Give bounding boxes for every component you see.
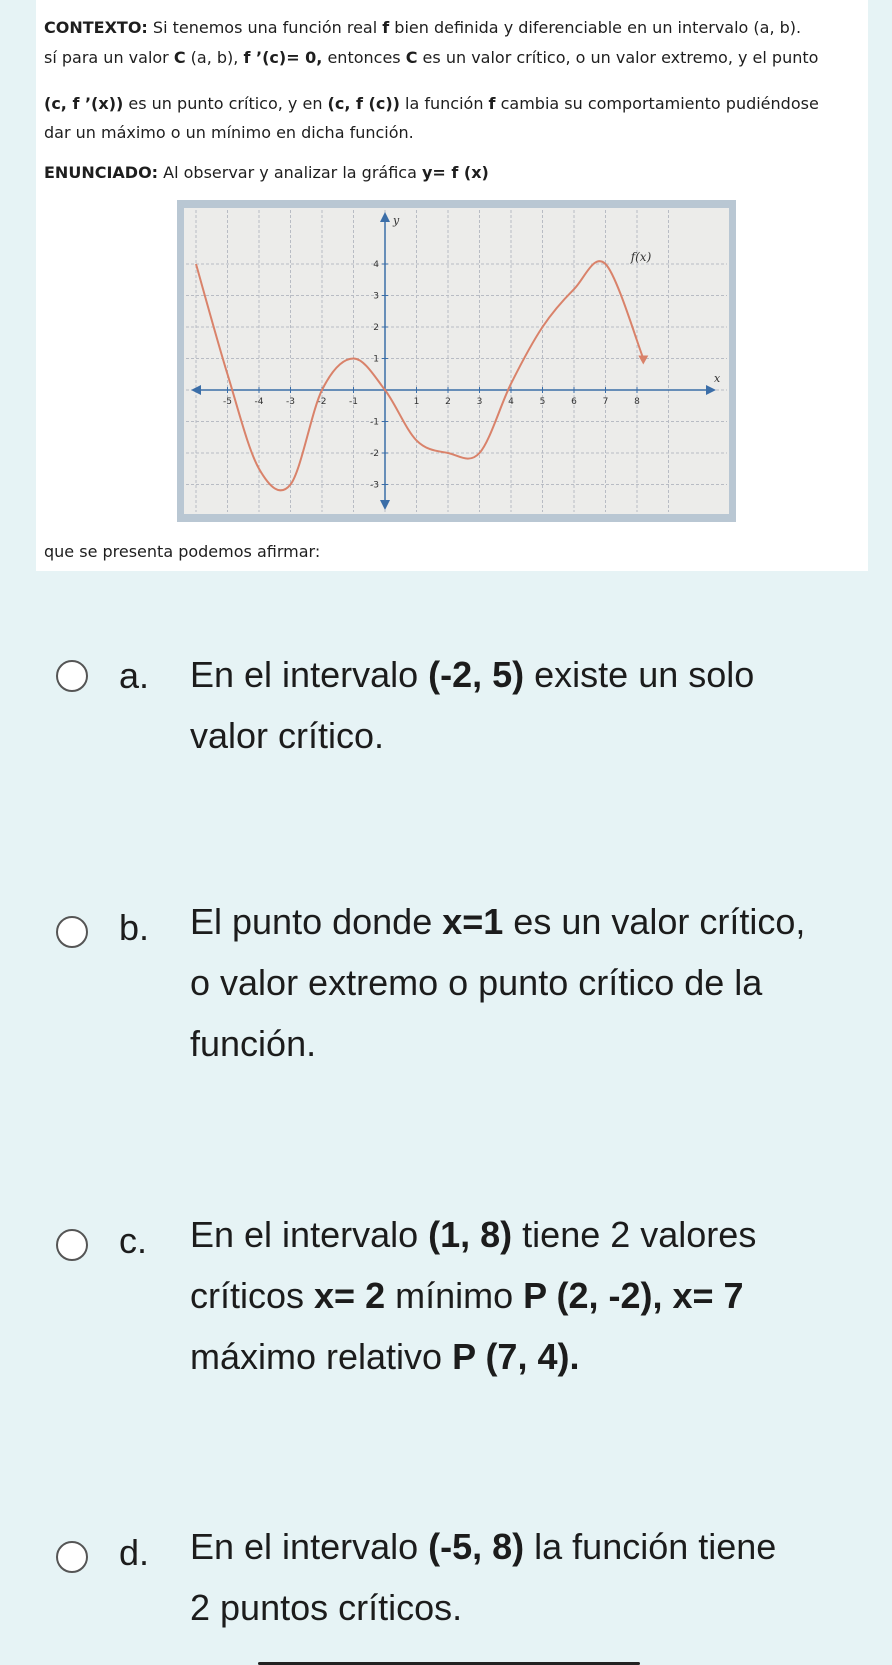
- option-line: [190, 1204, 880, 1265]
- x-tick-label: 1: [413, 397, 420, 407]
- point-notation: (c, f (c)): [327, 94, 400, 113]
- option-bold-text: P (7, 4).: [452, 1336, 580, 1377]
- statement-line: [44, 163, 489, 183]
- option-plain-text: El punto donde: [190, 901, 443, 942]
- option-line: [190, 891, 880, 952]
- y-tick-label: 2: [373, 323, 379, 333]
- option-bold-text: x=1: [442, 901, 504, 942]
- context-text: sí para un valor: [44, 48, 174, 67]
- radio-button[interactable]: [56, 1229, 88, 1261]
- context-text: (a, b),: [185, 48, 244, 67]
- y-tick-label: 1: [373, 354, 379, 365]
- option-plain-text: En el intervalo: [190, 1214, 429, 1255]
- equation: y= f (x): [421, 163, 489, 182]
- context-text: entonces: [322, 48, 406, 67]
- option-letter: d.: [119, 1532, 150, 1573]
- graph-svg: [177, 200, 736, 522]
- context-line-4: dar un máximo o un mínimo en dicha función.: [44, 123, 414, 142]
- context-text: cambia su comportamiento pudiéndose: [495, 94, 819, 113]
- function-graph: [177, 200, 736, 522]
- context-text: es un punto crítico, y en: [123, 94, 328, 113]
- function-symbol: f: [382, 18, 390, 37]
- option-bold-text: P (2, -2), x= 7: [523, 1275, 744, 1316]
- curve-label: f(x): [630, 249, 652, 264]
- option-bold-text: (-5, 8): [428, 1526, 525, 1567]
- x-tick-label: 8: [634, 397, 640, 407]
- radio-button[interactable]: [56, 916, 88, 948]
- context-label: CONTEXTO:: [44, 18, 148, 37]
- x-tick-label: 5: [539, 397, 546, 407]
- x-tick-label: -3: [286, 397, 295, 407]
- option-plain-text: críticos: [190, 1275, 315, 1316]
- c-symbol: C: [173, 48, 186, 67]
- option-plain-text: En el intervalo: [190, 654, 429, 695]
- option-plain-text: máximo relativo: [190, 1336, 453, 1377]
- x-tick-label: -4: [254, 397, 264, 407]
- option-plain-text: valor crítico.: [190, 715, 385, 756]
- y-axis-label: y: [393, 214, 400, 227]
- option-bold-text: x= 2: [314, 1275, 386, 1316]
- x-axis-label: x: [714, 372, 721, 385]
- option-line: [190, 705, 880, 766]
- context-text: Si tenemos una función real: [147, 18, 383, 37]
- option-line: [190, 1265, 880, 1326]
- c-symbol: C: [405, 48, 418, 67]
- x-tick-label: -1: [349, 397, 358, 407]
- option-line: [190, 1326, 880, 1387]
- derivative-condition: f ’(c)= 0,: [243, 48, 323, 67]
- option-plain-text: es un valor crítico,: [503, 901, 806, 942]
- radio-button[interactable]: [56, 660, 88, 692]
- option-letter: c.: [119, 1220, 148, 1261]
- option-plain-text: mínimo: [385, 1275, 524, 1316]
- question-panel: [36, 0, 868, 571]
- y-tick-label: -3: [370, 480, 379, 491]
- option-line: [190, 1516, 880, 1577]
- statement-label: ENUNCIADO:: [44, 163, 159, 182]
- y-tick-label: 4: [373, 260, 379, 270]
- x-tick-label: 6: [571, 397, 577, 407]
- option-plain-text: tiene 2 valores: [512, 1214, 757, 1255]
- context-text: la función: [399, 94, 489, 113]
- context-text: es un valor crítico, o un valor extremo, y el punto: [417, 48, 819, 67]
- option-line: [190, 1013, 880, 1074]
- critical-point-notation: (c, f ’(x)): [44, 94, 124, 113]
- x-tick-label: -2: [317, 397, 327, 407]
- radio-button[interactable]: [56, 1541, 88, 1573]
- option-text: [190, 644, 880, 766]
- question-footer: que se presenta podemos afirmar:: [44, 542, 321, 561]
- statement-text: Al observar y analizar la gráfica: [158, 163, 422, 182]
- option-line: [190, 952, 880, 1013]
- y-tick-label: -1: [370, 417, 379, 428]
- option-plain-text: función.: [190, 1023, 317, 1064]
- x-tick-label: 7: [602, 397, 609, 407]
- x-tick-label: 4: [508, 397, 514, 407]
- y-tick-label: 3: [373, 291, 379, 302]
- x-tick-label: -5: [223, 397, 232, 407]
- option-bold-text: (1, 8): [428, 1214, 513, 1255]
- context-line-3: [44, 94, 819, 114]
- option-plain-text: o valor extremo o punto crítico de la: [190, 962, 763, 1003]
- option-plain-text: 2 puntos críticos.: [190, 1587, 463, 1628]
- context-text: bien definida y diferenciable en un intervalo (a, b).: [389, 18, 802, 37]
- option-text: [190, 1516, 880, 1638]
- option-plain-text: existe un solo: [524, 654, 755, 695]
- x-tick-label: 2: [445, 397, 451, 407]
- option-text: [190, 891, 880, 1074]
- option-plain-text: En el intervalo: [190, 1526, 429, 1567]
- option-line: [190, 644, 880, 705]
- option-letter: a.: [119, 655, 150, 696]
- option-plain-text: la función tiene: [524, 1526, 777, 1567]
- x-tick-label: 3: [476, 397, 483, 407]
- function-symbol: f: [488, 94, 496, 113]
- option-bold-text: (-2, 5): [428, 654, 525, 695]
- context-line-1: [44, 18, 801, 38]
- context-line-2: [44, 48, 818, 68]
- option-text: [190, 1204, 880, 1387]
- option-letter: b.: [119, 907, 150, 948]
- y-tick-label: -2: [370, 449, 379, 459]
- option-line: [190, 1577, 880, 1638]
